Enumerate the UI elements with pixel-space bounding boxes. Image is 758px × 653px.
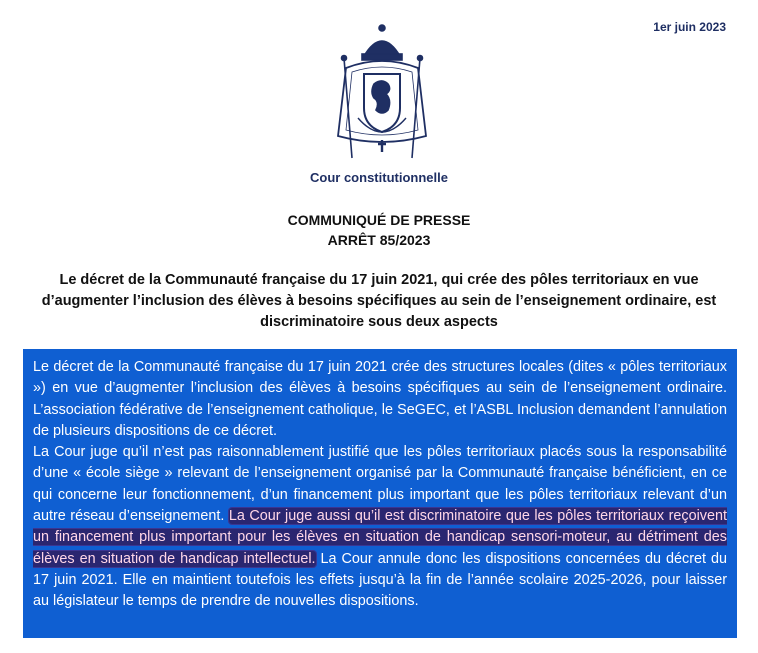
belgian-royal-coat-of-arms-icon	[326, 18, 438, 168]
judgment-number: ARRÊT 85/2023	[327, 232, 431, 248]
highlighted-text: La Cour juge aussi qu’il est discriminatoire que les pôles territoriaux reçoivent un financement plus important pour les élèves en situation de handicap sensori-moteur, au détriment des élèves en situation de handicap intellectuel.	[33, 508, 727, 567]
headline: Le décret de la Communauté française du 17 juin 2021, qui crée des pôles territoriaux en vue d’augmenter l’inclusion des élèves à besoins spécifiques au sein de l’enseignement ordinaire, est discriminatoire sous deux aspects	[41, 272, 717, 330]
summary-text-start: La Cour juge qu’il n’est pas raisonnablement justifié que les pôles territoriaux placés sous la responsabilité d’une « école siège » relevant de l’enseignement organisé par la Communauté française bénéficient, en ce qui concerne leur fonctionnement, d’un financement plus important que les pôles territoriaux relevant d’un autre réseau d’enseignement.	[33, 444, 727, 525]
summary-paragraph-1: Le décret de la Communauté française du 17 juin 2021 crée des structures locales (dites « pôles territoriaux ») en vue d’augmenter l’inclusion des élèves à besoins spécifiques au sein de l’enseignement ordinaire. L’association fédérative de l’enseignement catholique, le SeGEC, et l’ASBL Inclusion demandent l’annulation de plusieurs dispositions de ce décret.	[33, 359, 727, 439]
summary-text-end: La Cour annule donc les dispositions concernées du décret du 17 juin 2021. Elle en maintient toutefois les effets jusqu’à la fin de l’année scolaire 2025-2026, pour laisser au législateur le temps de prendre de nouvelles dispositions.	[33, 550, 727, 610]
court-name: Cour constitutionnelle	[310, 170, 448, 185]
summary-box	[23, 349, 737, 638]
summary-paragraph-2	[33, 442, 727, 612]
press-release-label: COMMUNIQUÉ DE PRESSE	[287, 212, 471, 228]
press-release-date: 1er juin 2023	[653, 20, 726, 34]
press-release-heading	[0, 210, 758, 250]
